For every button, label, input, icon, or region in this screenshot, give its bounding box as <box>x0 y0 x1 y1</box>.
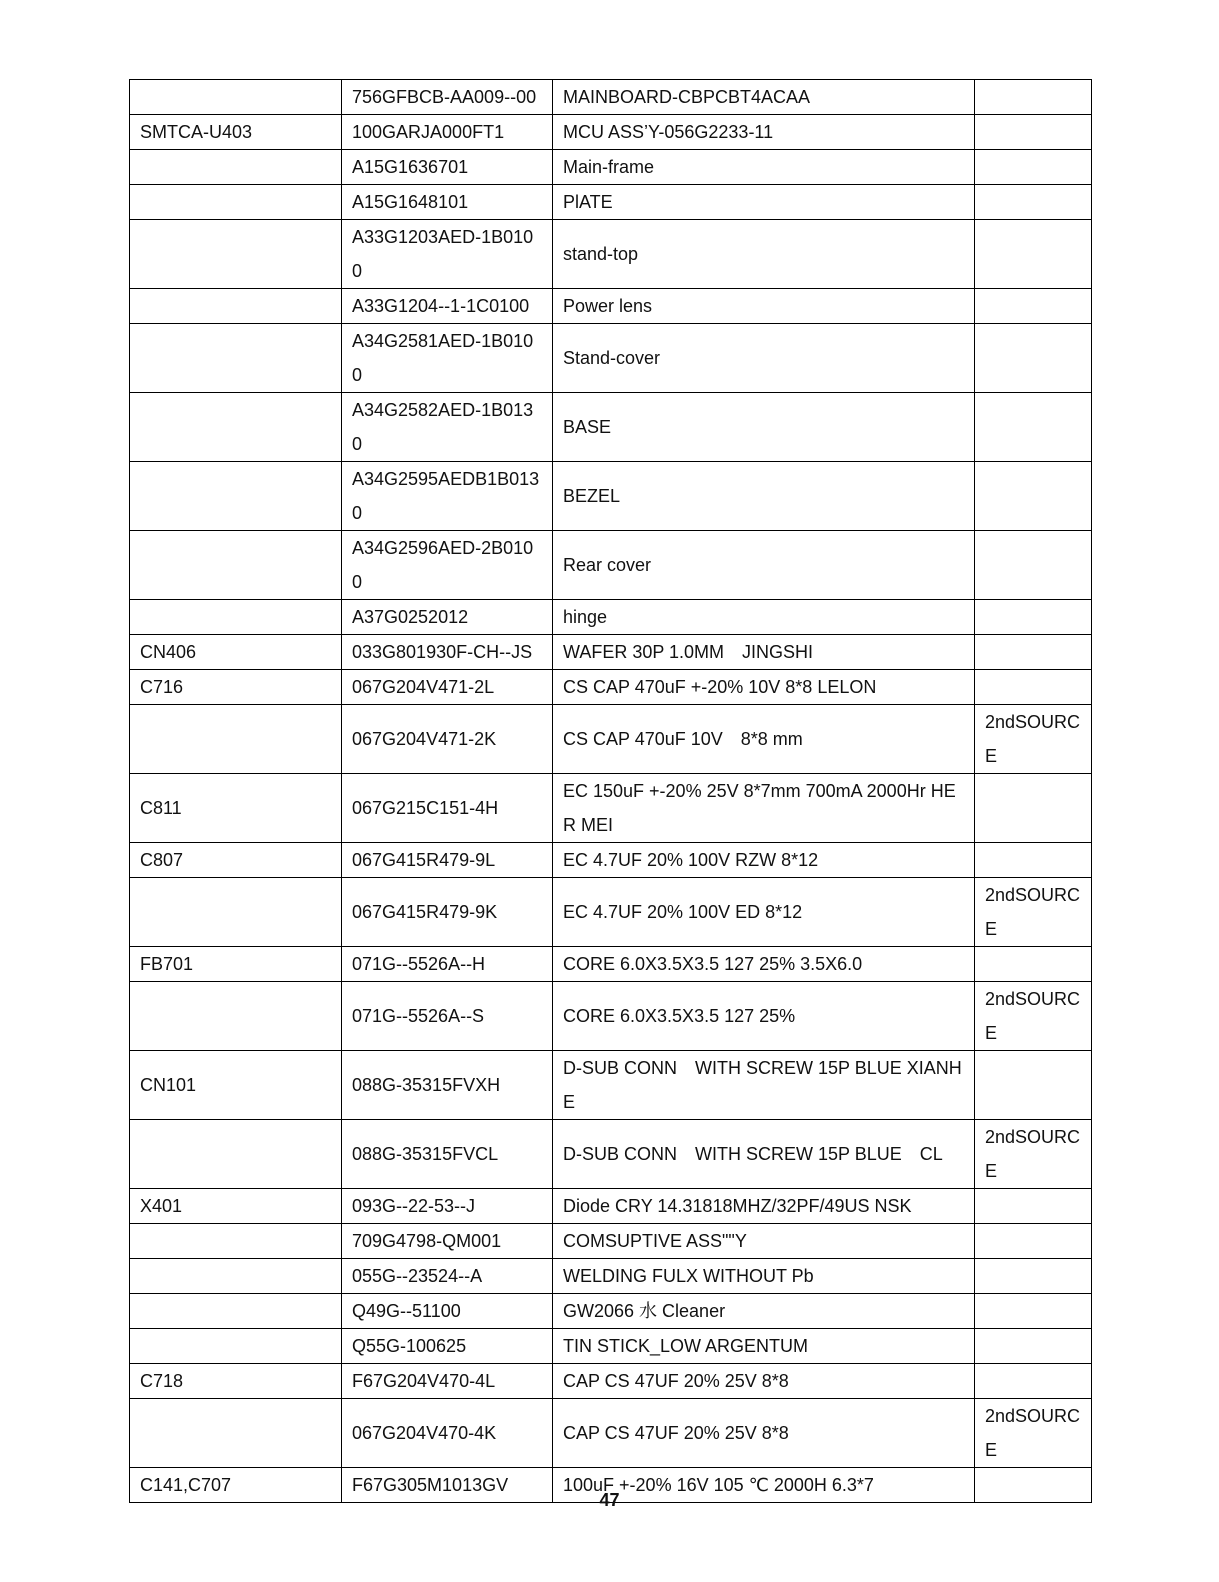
table-row <box>130 531 1092 600</box>
description-cell: Power lens <box>553 289 975 324</box>
location-cell: C718 <box>130 1364 342 1399</box>
location-cell: C811 <box>130 774 342 843</box>
remark-cell: 2ndSOURCE <box>975 982 1092 1051</box>
description-cell: Diode CRY 14.31818MHZ/32PF/49US NSK <box>553 1189 975 1224</box>
part-number-cell: Q55G-100625 <box>342 1329 553 1364</box>
description-cell: MAINBOARD-CBPCBT4ACAA <box>553 80 975 115</box>
description-cell: WAFER 30P 1.0MM JINGSHI <box>553 635 975 670</box>
description-cell: EC 4.7UF 20% 100V ED 8*12 <box>553 878 975 947</box>
part-number-cell: 067G204V471-2K <box>342 705 553 774</box>
description-cell: Stand-cover <box>553 324 975 393</box>
part-number-cell: Q49G--51100 <box>342 1294 553 1329</box>
part-number-cell: 088G-35315FVCL <box>342 1120 553 1189</box>
location-cell <box>130 1399 342 1468</box>
part-number-cell: F67G204V470-4L <box>342 1364 553 1399</box>
remark-cell <box>975 150 1092 185</box>
remark-cell <box>975 774 1092 843</box>
table-row <box>130 289 1092 324</box>
description-cell: CS CAP 470uF 10V 8*8 mm <box>553 705 975 774</box>
part-number-cell: A37G0252012 <box>342 600 553 635</box>
part-number-cell: 071G--5526A--H <box>342 947 553 982</box>
description-cell: WELDING FULX WITHOUT Pb <box>553 1259 975 1294</box>
location-cell: FB701 <box>130 947 342 982</box>
part-number-cell: 067G204V471-2L <box>342 670 553 705</box>
table-row <box>130 220 1092 289</box>
table-row <box>130 600 1092 635</box>
table-row <box>130 462 1092 531</box>
part-number-cell: F67G305M1013GV <box>342 1468 553 1503</box>
part-number-cell: A34G2596AED-2B0100 <box>342 531 553 600</box>
description-cell: stand-top <box>553 220 975 289</box>
description-cell: CAP CS 47UF 20% 25V 8*8 <box>553 1364 975 1399</box>
description-cell: CORE 6.0X3.5X3.5 127 25% 3.5X6.0 <box>553 947 975 982</box>
remark-cell <box>975 324 1092 393</box>
remark-cell <box>975 670 1092 705</box>
location-cell <box>130 462 342 531</box>
table-row <box>130 150 1092 185</box>
location-cell <box>130 982 342 1051</box>
remark-cell <box>975 1051 1092 1120</box>
location-cell: C807 <box>130 843 342 878</box>
location-cell: CN101 <box>130 1051 342 1120</box>
part-number-cell: 067G415R479-9K <box>342 878 553 947</box>
remark-cell: 2ndSOURCE <box>975 1399 1092 1468</box>
description-cell: GW2066 水 Cleaner <box>553 1294 975 1329</box>
table-row <box>130 635 1092 670</box>
part-number-cell: 071G--5526A--S <box>342 982 553 1051</box>
location-cell <box>130 1120 342 1189</box>
table-row <box>130 1259 1092 1294</box>
location-cell: C141,C707 <box>130 1468 342 1503</box>
part-number-cell: A15G1648101 <box>342 185 553 220</box>
table-row <box>130 774 1092 843</box>
location-cell <box>130 150 342 185</box>
table-row <box>130 705 1092 774</box>
description-cell: EC 150uF +-20% 25V 8*7mm 700mA 2000Hr HER MEI <box>553 774 975 843</box>
remark-cell: 2ndSOURCE <box>975 1120 1092 1189</box>
part-number-cell: 067G204V470-4K <box>342 1399 553 1468</box>
remark-cell <box>975 1224 1092 1259</box>
location-cell: C716 <box>130 670 342 705</box>
description-cell: EC 4.7UF 20% 100V RZW 8*12 <box>553 843 975 878</box>
table-row <box>130 1120 1092 1189</box>
description-cell: CORE 6.0X3.5X3.5 127 25% <box>553 982 975 1051</box>
part-number-cell: 067G215C151-4H <box>342 774 553 843</box>
location-cell <box>130 185 342 220</box>
remark-cell <box>975 393 1092 462</box>
part-number-cell: A34G2595AEDB1B0130 <box>342 462 553 531</box>
table-row <box>130 1189 1092 1224</box>
remark-cell: 2ndSOURCE <box>975 878 1092 947</box>
location-cell <box>130 1329 342 1364</box>
location-cell <box>130 393 342 462</box>
part-number-cell: A33G1203AED-1B0100 <box>342 220 553 289</box>
parts-list-body <box>130 80 1092 1503</box>
part-number-cell: A34G2582AED-1B0130 <box>342 393 553 462</box>
table-row <box>130 393 1092 462</box>
description-cell: hinge <box>553 600 975 635</box>
remark-cell <box>975 289 1092 324</box>
location-cell <box>130 289 342 324</box>
remark-cell <box>975 1259 1092 1294</box>
description-cell: CAP CS 47UF 20% 25V 8*8 <box>553 1399 975 1468</box>
location-cell <box>130 705 342 774</box>
part-number-cell: 093G--22-53--J <box>342 1189 553 1224</box>
table-row <box>130 185 1092 220</box>
part-number-cell: 033G801930F-CH--JS <box>342 635 553 670</box>
remark-cell <box>975 843 1092 878</box>
description-cell: D-SUB CONN WITH SCREW 15P BLUE CL <box>553 1120 975 1189</box>
table-row <box>130 1294 1092 1329</box>
part-number-cell: 055G--23524--A <box>342 1259 553 1294</box>
part-number-cell: 100GARJA000FT1 <box>342 115 553 150</box>
remark-cell <box>975 635 1092 670</box>
location-cell <box>130 220 342 289</box>
table-row <box>130 1224 1092 1259</box>
part-number-cell: 088G-35315FVXH <box>342 1051 553 1120</box>
table-row <box>130 115 1092 150</box>
location-cell <box>130 1224 342 1259</box>
remark-cell <box>975 1189 1092 1224</box>
part-number-cell: A34G2581AED-1B0100 <box>342 324 553 393</box>
remark-cell <box>975 220 1092 289</box>
description-cell: D-SUB CONN WITH SCREW 15P BLUE XIANHE <box>553 1051 975 1120</box>
location-cell <box>130 600 342 635</box>
remark-cell <box>975 947 1092 982</box>
remark-cell <box>975 600 1092 635</box>
description-cell: MCU ASS’Y-056G2233-11 <box>553 115 975 150</box>
description-cell: TIN STICK_LOW ARGENTUM <box>553 1329 975 1364</box>
part-number-cell: 756GFBCB-AA009--00 <box>342 80 553 115</box>
description-cell: Rear cover <box>553 531 975 600</box>
location-cell <box>130 1294 342 1329</box>
description-cell: BEZEL <box>553 462 975 531</box>
table-row <box>130 982 1092 1051</box>
location-cell <box>130 878 342 947</box>
description-cell: COMSUPTIVE ASS""Y <box>553 1224 975 1259</box>
page-number: 47 <box>599 1490 620 1510</box>
parts-list-table <box>129 79 1092 1503</box>
remark-cell <box>975 1364 1092 1399</box>
table-row <box>130 843 1092 878</box>
part-number-cell: A33G1204--1-1C0100 <box>342 289 553 324</box>
remark-cell <box>975 1294 1092 1329</box>
location-cell: CN406 <box>130 635 342 670</box>
location-cell <box>130 1259 342 1294</box>
location-cell <box>130 80 342 115</box>
table-row <box>130 1329 1092 1364</box>
table-row <box>130 324 1092 393</box>
remark-cell <box>975 531 1092 600</box>
description-cell: CS CAP 470uF +-20% 10V 8*8 LELON <box>553 670 975 705</box>
description-cell: 100uF +-20% 16V 105 ℃ 2000H 6.3*7 <box>553 1468 975 1503</box>
part-number-cell: A15G1636701 <box>342 150 553 185</box>
location-cell <box>130 324 342 393</box>
part-number-cell: 067G415R479-9L <box>342 843 553 878</box>
remark-cell <box>975 185 1092 220</box>
location-cell <box>130 531 342 600</box>
table-row <box>130 80 1092 115</box>
remark-cell <box>975 462 1092 531</box>
part-number-cell: 709G4798-QM001 <box>342 1224 553 1259</box>
remark-cell: 2ndSOURCE <box>975 705 1092 774</box>
table-row <box>130 1399 1092 1468</box>
description-cell: PlATE <box>553 185 975 220</box>
table-row <box>130 1364 1092 1399</box>
table-row <box>130 947 1092 982</box>
remark-cell <box>975 80 1092 115</box>
table-row <box>130 878 1092 947</box>
remark-cell <box>975 115 1092 150</box>
table-row <box>130 1051 1092 1120</box>
location-cell: X401 <box>130 1189 342 1224</box>
remark-cell <box>975 1329 1092 1364</box>
description-cell: Main-frame <box>553 150 975 185</box>
table-row <box>130 670 1092 705</box>
location-cell: SMTCA-U403 <box>130 115 342 150</box>
description-cell: BASE <box>553 393 975 462</box>
